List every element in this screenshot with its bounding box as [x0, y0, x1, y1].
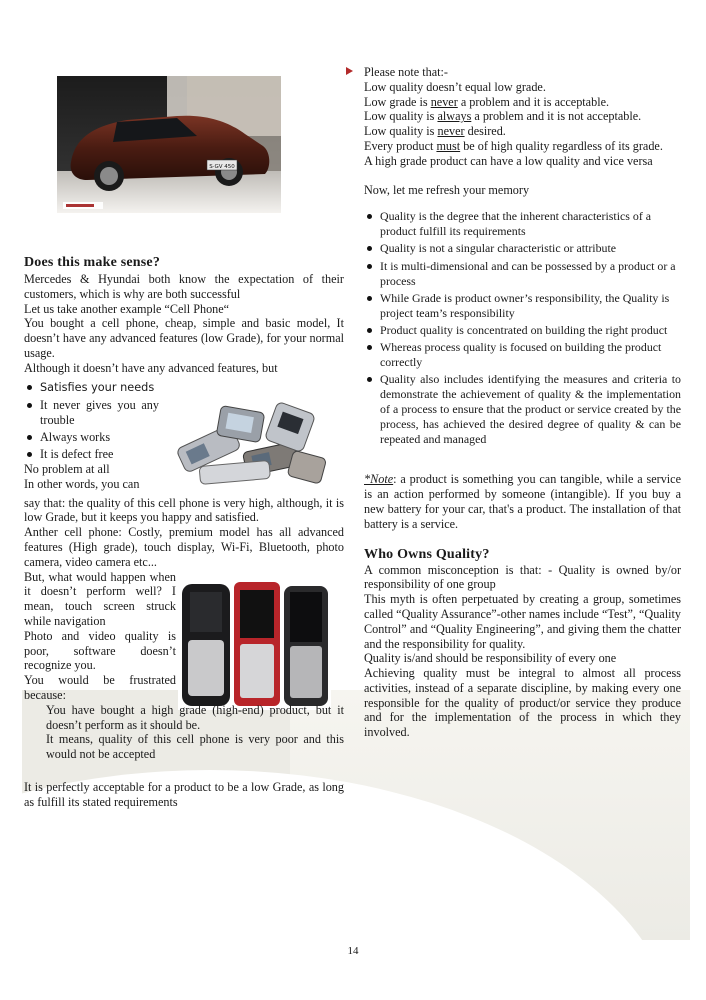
wrap-text-block	[24, 570, 176, 703]
paragraph: Achieving quality must be integral to almost all process activities, instead of a separate discipline, by making every one responsible for the quality of product/or service they produce and for the implementation of the process in which they involved.	[364, 666, 681, 740]
list-item: It is multi-dimensional and can be possessed by a product or a process	[364, 259, 681, 289]
paragraph: Quality is/and should be responsibility of every one	[364, 651, 617, 666]
section-heading: Does this make sense?	[24, 255, 161, 270]
note-line: Low quality is never desired.	[364, 124, 506, 139]
paragraph: It is perfectly acceptable for a product to be a low Grade, as long as fulfill its stated requirements	[24, 780, 344, 809]
note-paragraph: *Note: a product is something you can tangible, while a service is an action performed by someone (intangible). If you buy a new battery for your car, that's a product. The installation of that battery is a service.	[364, 472, 681, 531]
section-heading: Who Owns Quality?	[364, 546, 490, 562]
list-item: Satisfies your needs	[24, 380, 159, 396]
paragraph: Let us take another example “Cell Phone“	[24, 301, 230, 316]
paragraph: Photo and video quality is poor, software doesn’t recognize you.	[24, 628, 176, 673]
paragraph: You would be frustrated because:	[24, 673, 176, 703]
features-list	[24, 380, 159, 462]
paragraph: In other words, you can	[24, 476, 140, 491]
list-item: Always works	[24, 430, 159, 445]
list-item: Quality is the degree that the inherent characteristics of a product fulfill its requirements	[364, 209, 681, 239]
list-item: It is defect free	[24, 447, 159, 462]
note-line: Low quality is always a problem and it is not acceptable.	[364, 109, 642, 124]
paragraph: Anther cell phone: Costly, premium model has all advanced features (High grade), touch display, Wi-Fi, Bluetooth, photo camera, video camera etc...	[24, 525, 344, 569]
paragraph: Now, let me refresh your memory	[364, 182, 530, 197]
page-number: 14	[347, 945, 359, 957]
right-column	[364, 65, 681, 740]
quality-definitions-list	[364, 209, 681, 446]
note-line: A high grade product can have a low quality and vice versa	[364, 153, 653, 168]
arrow-bullet-icon	[346, 67, 353, 75]
paragraph: No problem at all	[24, 462, 110, 477]
paragraph: Although it doesn’t have any advanced features, but	[24, 360, 278, 375]
paragraph: Mercedes & Hyundai both know the expectation of their customers, which is why are both successful	[24, 272, 344, 301]
paragraph: You have bought a high grade (high-end) product, but it doesn’t perform as it should be.	[46, 702, 344, 732]
paragraph: You bought a cell phone, cheap, simple and basic model, It doesn’t have any advanced features (low Grade), for your normal usage.	[24, 316, 344, 360]
note-intro: Please note that:-	[364, 65, 448, 79]
list-item: Quality also includes identifying the measures and criteria to demonstrate the achievement of quality & the implementation of a process to ensure that the product or service created by the process, has achieved the desired degree of quality & can be repeated and managed	[364, 372, 681, 446]
paragraph: It means, quality of this cell phone is very poor and this would not be accepted	[46, 732, 344, 762]
paragraph: A common misconception is that: - Quality is owned by/or responsibility of one group	[364, 562, 681, 592]
note-line: Low quality doesn’t equal low grade.	[364, 79, 546, 94]
car-photo	[57, 76, 281, 213]
list-item: It never gives you any trouble	[24, 398, 159, 428]
list-item: While Grade is product owner’s responsibility, the Quality is project team’s responsibility	[364, 291, 681, 321]
paragraph: This myth is often perpetuated by creating a group, sometimes called “Quality Assurance”-other names include “Test”, “Quality Control” and “Quality Engineering”, and giving them the chatter and the responsibility for quality.	[364, 592, 681, 651]
note-line: Low grade is never a problem and it is acceptable.	[364, 94, 610, 109]
paragraph: say that: the quality of this cell phone is very high, although, it is low Grade, but it keeps you happy and satisfied.	[24, 495, 344, 525]
list-item: Quality is not a singular characteristic or attribute	[364, 241, 681, 256]
left-column	[24, 254, 344, 810]
license-plate-text: S·GV 450	[209, 164, 235, 170]
paragraph: But, what would happen when it doesn’t perform well? I mean, touch screen struck while navigation	[24, 569, 176, 629]
note-line: Every product must be of high quality regardless of its grade.	[364, 138, 663, 153]
list-item: Product quality is concentrated on building the right product	[364, 323, 681, 338]
list-item: Whereas process quality is focused on building the product correctly	[364, 340, 681, 370]
